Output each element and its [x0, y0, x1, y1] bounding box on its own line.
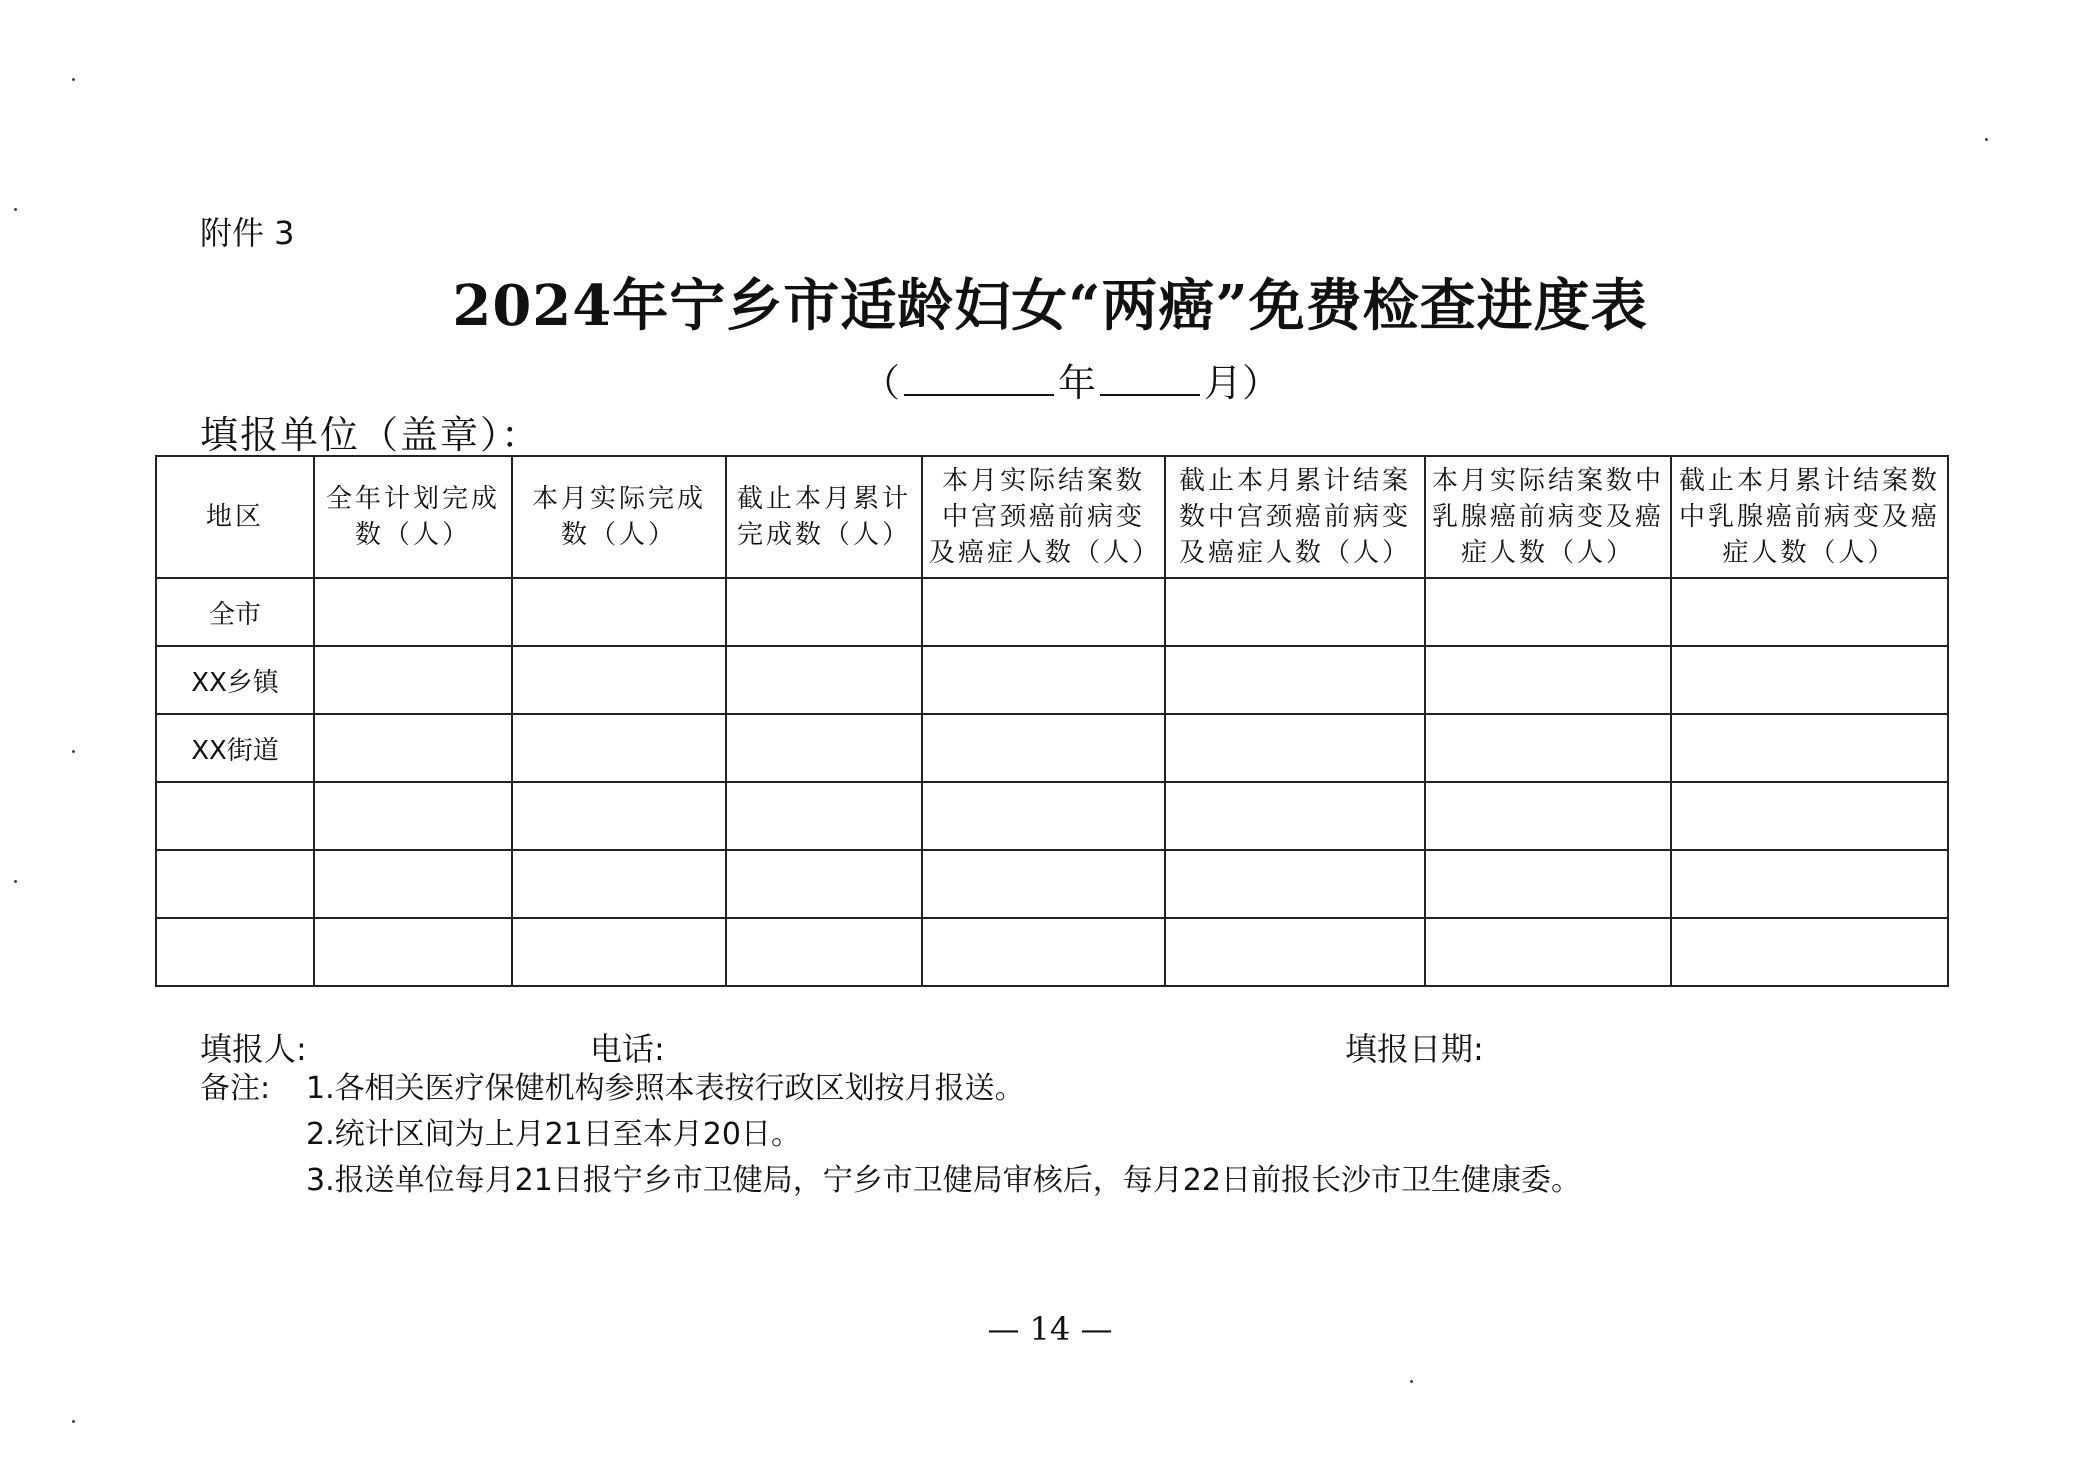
- table-cell[interactable]: [726, 782, 922, 850]
- table-cell[interactable]: [314, 782, 512, 850]
- table-cell[interactable]: [314, 646, 512, 714]
- table-cell[interactable]: [922, 578, 1165, 646]
- period-line: [862, 352, 1280, 407]
- attachment-label: 附件 3: [200, 214, 295, 252]
- region-cell[interactable]: [156, 918, 314, 986]
- table-cell[interactable]: [1165, 646, 1425, 714]
- table-cell[interactable]: [922, 918, 1165, 986]
- table-cell[interactable]: [512, 646, 726, 714]
- table-cell[interactable]: [726, 850, 922, 918]
- month-label: 月: [1204, 361, 1243, 405]
- scan-speck: [14, 880, 17, 883]
- table-row: [156, 714, 1948, 782]
- table-cell[interactable]: [1425, 918, 1671, 986]
- filler-label: 填报人:: [200, 1030, 307, 1068]
- header-cumulative-breast: 截止本月累计结案数中乳腺癌前病变及癌症人数（人）: [1671, 456, 1948, 578]
- scan-speck: [1985, 138, 1988, 141]
- note-item: 2.统计区间为上月21日至本月20日。: [306, 1117, 801, 1152]
- note-item: 3.报送单位每月21日报宁乡市卫健局，宁乡市卫健局审核后，每月22日前报长沙市卫生健康委。: [306, 1163, 1581, 1198]
- month-blank: [1100, 366, 1200, 396]
- scan-speck: [1410, 1380, 1413, 1383]
- year-blank: [904, 366, 1054, 396]
- table-row: [156, 918, 1948, 986]
- table-cell[interactable]: [1425, 850, 1671, 918]
- table-cell[interactable]: [512, 578, 726, 646]
- document-title: 2024年宁乡市适龄妇女“两癌”免费检查进度表: [452, 273, 1648, 339]
- table-row: [156, 850, 1948, 918]
- scan-speck: [72, 750, 75, 753]
- table-cell[interactable]: [922, 850, 1165, 918]
- region-cell[interactable]: [156, 782, 314, 850]
- progress-table: [155, 455, 1949, 987]
- table-cell[interactable]: [1671, 850, 1948, 918]
- table-cell[interactable]: [1671, 918, 1948, 986]
- header-month-breast: 本月实际结案数中乳腺癌前病变及癌症人数（人）: [1425, 456, 1671, 578]
- table-cell[interactable]: [1165, 918, 1425, 986]
- region-cell: 全市: [156, 578, 314, 646]
- date-label: 填报日期:: [1345, 1030, 1484, 1068]
- table-cell[interactable]: [1165, 714, 1425, 782]
- header-region: 地区: [156, 456, 314, 578]
- scan-speck: [72, 78, 75, 81]
- table-cell[interactable]: [922, 646, 1165, 714]
- table-cell[interactable]: [512, 850, 726, 918]
- scan-speck: [72, 1420, 75, 1423]
- table-cell[interactable]: [1165, 850, 1425, 918]
- phone-label: 电话:: [590, 1030, 665, 1068]
- table-cell[interactable]: [512, 782, 726, 850]
- table-cell[interactable]: [726, 918, 922, 986]
- table-cell[interactable]: [1425, 578, 1671, 646]
- table-cell[interactable]: [1425, 782, 1671, 850]
- notes-section: [200, 1066, 1581, 1204]
- table-cell[interactable]: [1425, 646, 1671, 714]
- region-cell: XX乡镇: [156, 646, 314, 714]
- period-open-paren: （: [862, 361, 901, 405]
- notes-label: 备注:: [200, 1071, 271, 1106]
- table-row: [156, 782, 1948, 850]
- region-cell: XX街道: [156, 714, 314, 782]
- table-cell[interactable]: [726, 578, 922, 646]
- header-annual-plan: 全年计划完成数（人）: [314, 456, 512, 578]
- period-close-paren: ）: [1242, 361, 1281, 405]
- scan-speck: [14, 208, 17, 211]
- page-number: — 14 —: [987, 1310, 1113, 1348]
- table-cell[interactable]: [314, 714, 512, 782]
- table-cell[interactable]: [1671, 782, 1948, 850]
- table-cell[interactable]: [1671, 646, 1948, 714]
- region-cell[interactable]: [156, 850, 314, 918]
- table-cell[interactable]: [922, 782, 1165, 850]
- table-cell[interactable]: [922, 714, 1165, 782]
- table-row: [156, 646, 1948, 714]
- table-cell[interactable]: [1671, 714, 1948, 782]
- table-cell[interactable]: [1671, 578, 1948, 646]
- table-cell[interactable]: [314, 918, 512, 986]
- table-cell[interactable]: [1165, 782, 1425, 850]
- table-cell[interactable]: [512, 714, 726, 782]
- header-cumulative: 截止本月累计完成数（人）: [726, 456, 922, 578]
- table-cell[interactable]: [726, 646, 922, 714]
- header-month-actual: 本月实际完成数（人）: [512, 456, 726, 578]
- table-cell[interactable]: [1425, 714, 1671, 782]
- table-row: [156, 578, 1948, 646]
- year-label: 年: [1058, 361, 1097, 405]
- table-cell[interactable]: [726, 714, 922, 782]
- table-cell[interactable]: [314, 850, 512, 918]
- table-cell[interactable]: [1165, 578, 1425, 646]
- table-header-row: [156, 456, 1948, 578]
- table-cell[interactable]: [314, 578, 512, 646]
- header-month-cervical: 本月实际结案数中宫颈癌前病变及癌症人数（人）: [922, 456, 1165, 578]
- header-cumulative-cervical: 截止本月累计结案数中宫颈癌前病变及癌症人数（人）: [1165, 456, 1425, 578]
- note-item: 1.各相关医疗保健机构参照本表按行政区划按月报送。: [306, 1071, 1025, 1106]
- table-cell[interactable]: [512, 918, 726, 986]
- reporting-unit-label: 填报单位（盖章）：: [200, 413, 542, 457]
